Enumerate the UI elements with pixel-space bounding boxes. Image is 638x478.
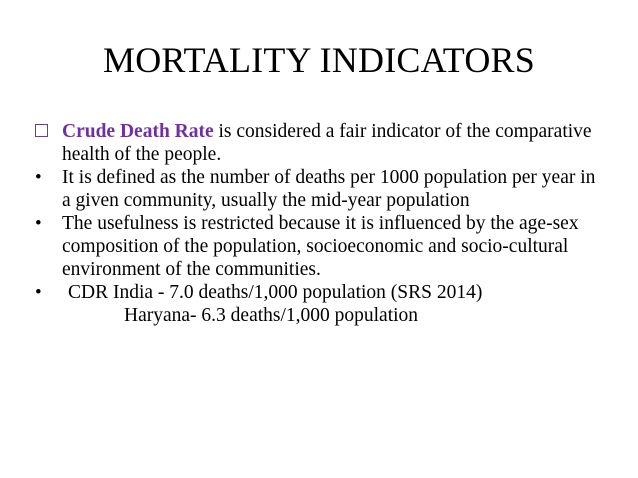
bullet-item-cdr — [34, 281, 604, 327]
bullet-dot-icon: • — [35, 167, 42, 188]
checkbox-square-icon — [34, 120, 48, 143]
bullet-list — [34, 120, 604, 327]
intro-text: is considered a fair indicator of the comparative health of the people. — [62, 121, 592, 165]
cdr-india-text: CDR India - 7.0 deaths/1,000 population (SRS 2014) — [68, 282, 483, 303]
bullet-item-definition — [34, 166, 604, 212]
bullet-dot-icon: • — [35, 282, 42, 303]
cdr-haryana-text: Haryana- 6.3 deaths/1,000 population — [124, 305, 419, 326]
crude-death-rate-term: Crude Death Rate — [62, 121, 214, 142]
bullet-text: The usefulness is restricted because it is influenced by the age-sex composition of the population, socioeconomic and socio-cultural environment of the communities. — [62, 213, 579, 280]
intro-item — [34, 120, 604, 166]
bullet-dot-icon: • — [35, 213, 42, 234]
bullet-text: It is defined as the number of deaths per 1000 population per year in a given community, usually the mid-year population — [62, 167, 596, 211]
slide-title: MORTALITY INDICATORS — [103, 40, 535, 80]
bullet-item-usefulness — [34, 212, 604, 281]
